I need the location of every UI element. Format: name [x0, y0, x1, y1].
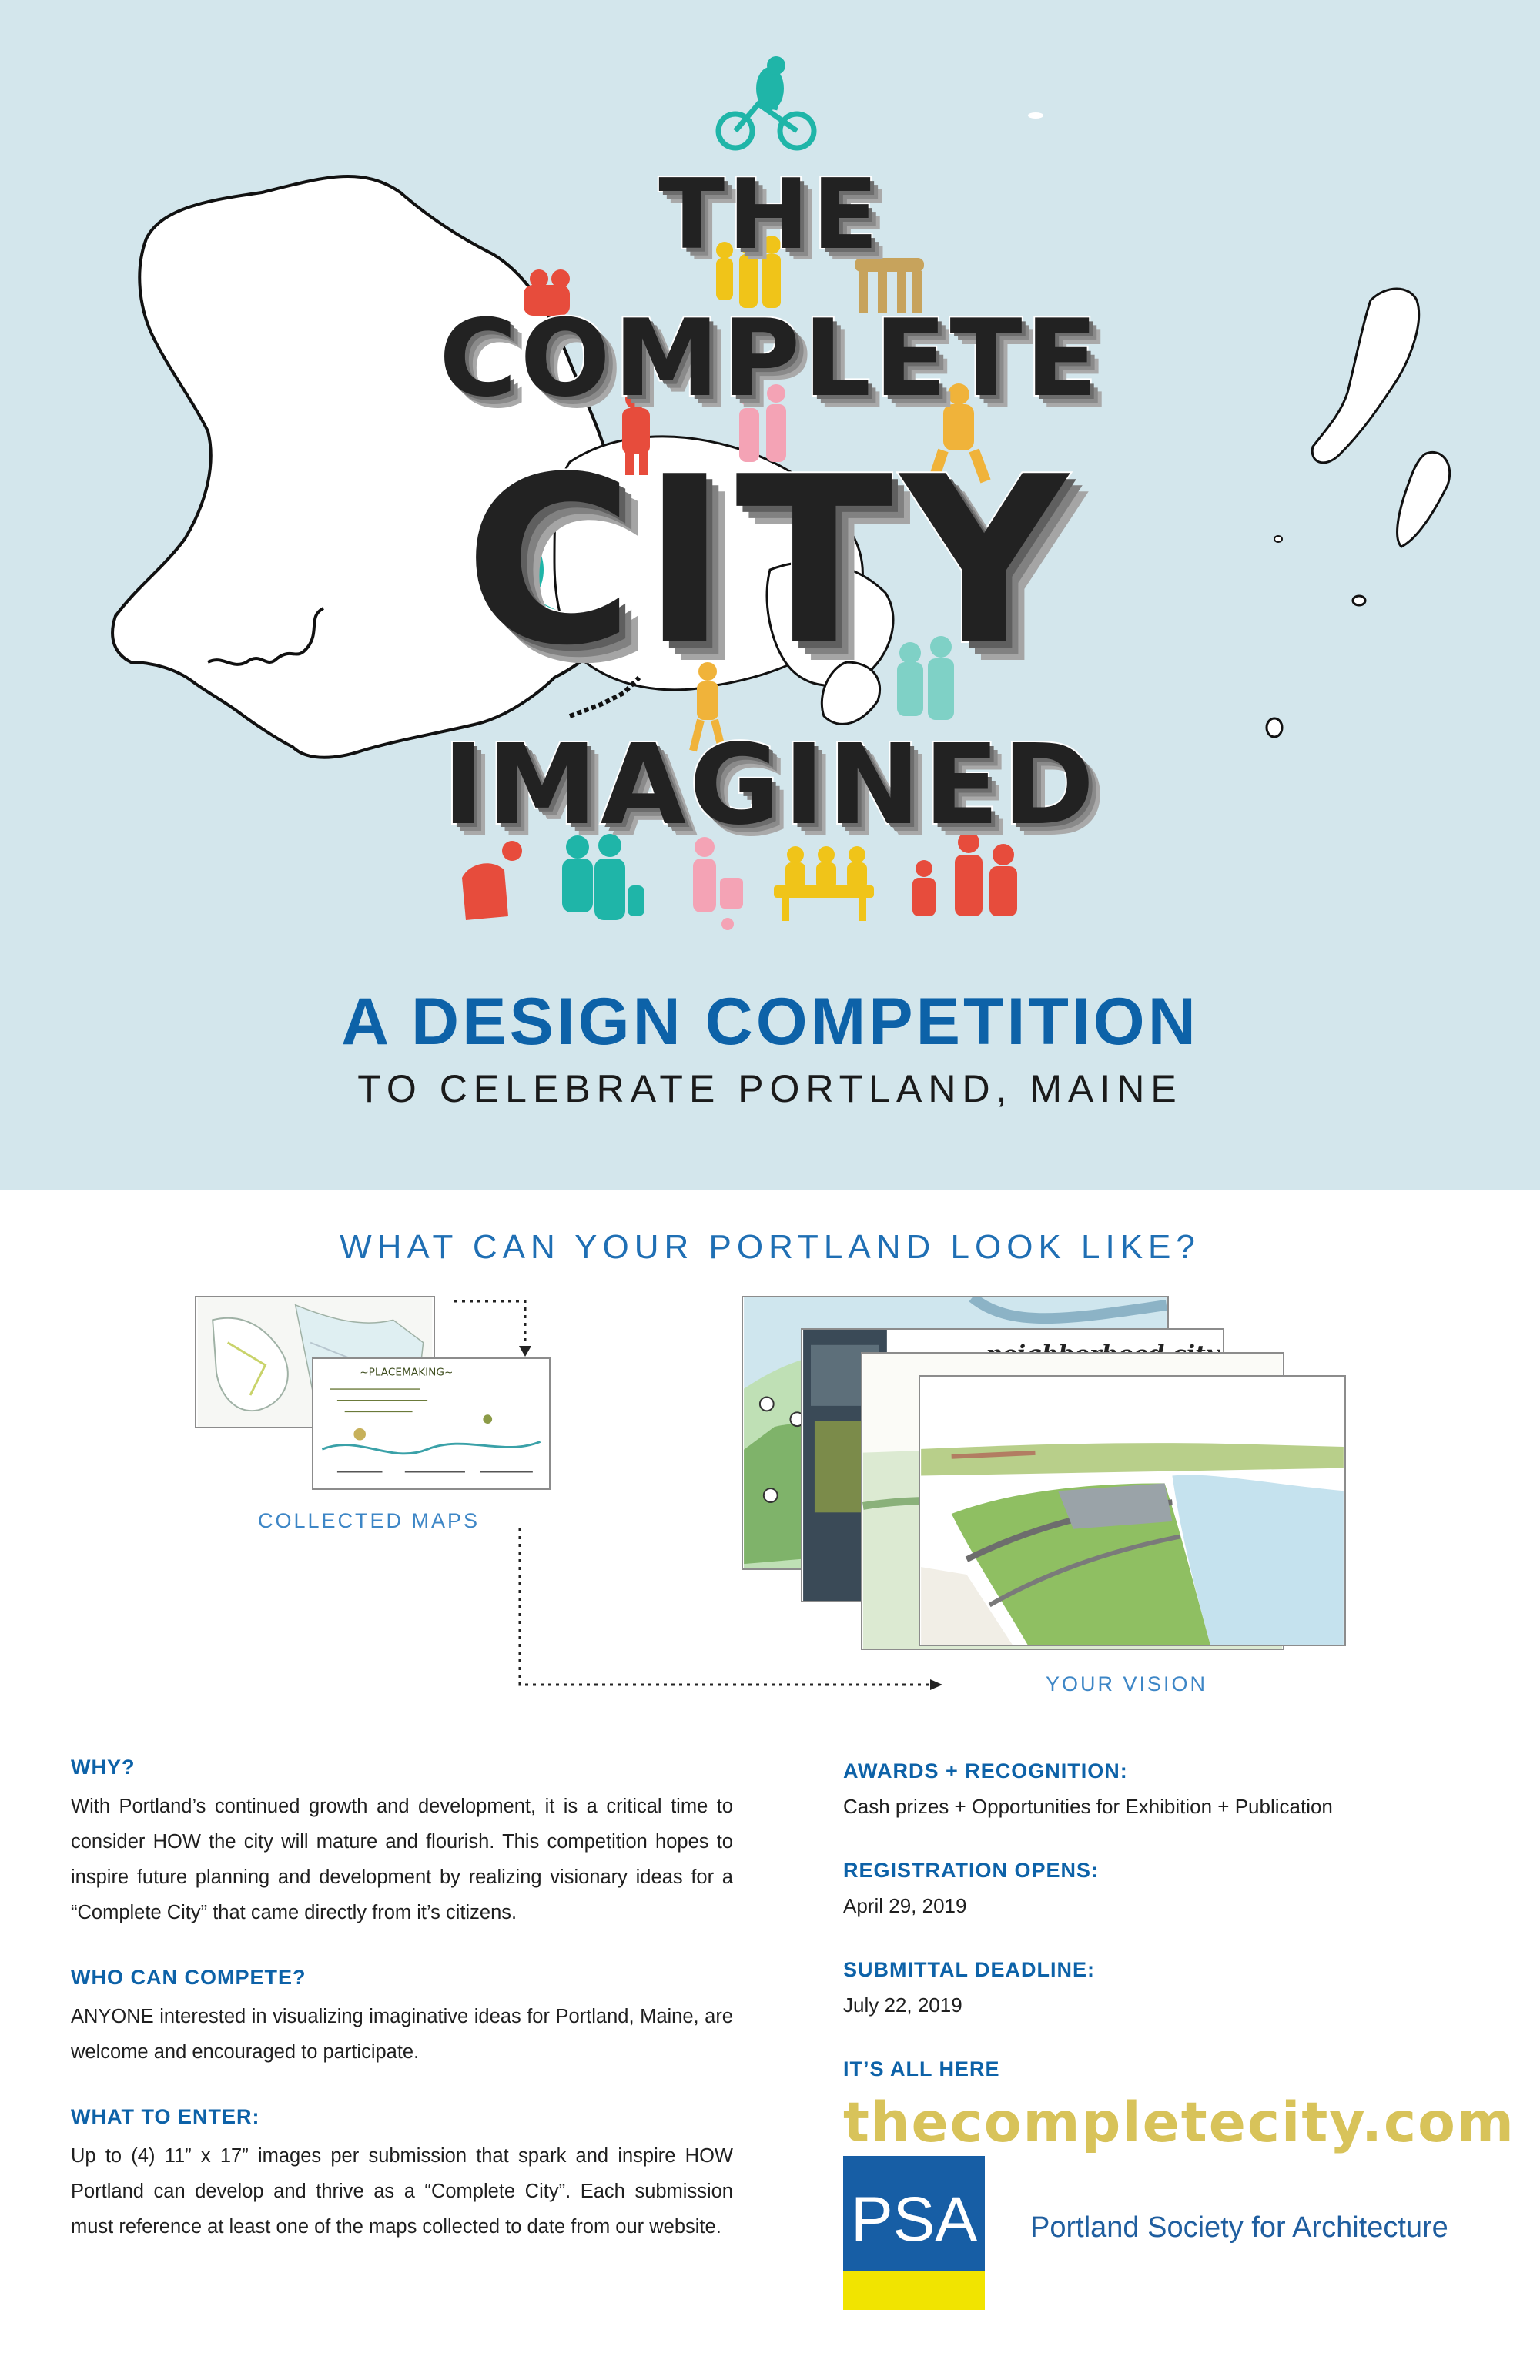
info-right-column — [843, 1759, 1515, 2154]
competition-tagline: TO CELEBRATE PORTLAND, MAINE — [357, 1067, 1183, 1110]
psa-logo — [843, 2156, 985, 2310]
vision-card-sketch-front — [919, 1375, 1346, 1646]
organization-name: Portland Society for Architecture — [1030, 2211, 1448, 2244]
awards-heading: AWARDS + RECOGNITION: — [843, 1759, 1128, 1782]
deadline-date: July 22, 2019 — [843, 1993, 962, 2017]
deadline-heading: SUBMITTAL DEADLINE: — [843, 1958, 1095, 1981]
title-line-the: THE — [658, 158, 882, 271]
what-body: Up to (4) 11” x 17” images per submission that spark and inspire HOW Portland can develop and thrive as a “Complete City”. Each submission must reference at least one of the maps collected to date from our website. — [71, 2145, 733, 2238]
registration-date: April 29, 2019 — [843, 1894, 967, 1917]
registration-heading: REGISTRATION OPENS: — [843, 1859, 1100, 1882]
caption-collected-maps: COLLECTED MAPS — [258, 1509, 480, 1532]
who-heading: WHO CAN COMPETE? — [71, 1966, 306, 1989]
deadline-section — [843, 1958, 1475, 2019]
website-section — [843, 2057, 1515, 2154]
awards-body: Cash prizes + Opportunities for Exhibition + Publication — [843, 1795, 1333, 1818]
what-section — [71, 2105, 733, 2244]
who-body: ANYONE interested in visualizing imaginative ideas for Portland, Maine, are welcome and encouraged to participate. — [71, 2006, 733, 2063]
arrow-top — [454, 1301, 525, 1347]
map-card-front — [312, 1357, 551, 1490]
title-line-imagined: IMAGINED — [442, 720, 1098, 849]
competition-subtitle: A DESIGN COMPETITION — [341, 985, 1199, 1059]
awards-section — [843, 1759, 1475, 1820]
why-heading: WHY? — [71, 1756, 136, 1779]
website-link[interactable]: thecompletecity.com — [843, 2090, 1515, 2154]
caption-your-vision: YOUR VISION — [1046, 1672, 1208, 1695]
section-question: WHAT CAN YOUR PORTLAND LOOK LIKE? — [340, 1228, 1200, 1266]
registration-section — [843, 1859, 1475, 1920]
what-heading: WHAT TO ENTER: — [71, 2105, 260, 2128]
title-line-city: CITY — [464, 427, 1076, 696]
psa-logo-yellow-bar — [843, 2271, 985, 2310]
arrow-bottom-head — [930, 1679, 942, 1690]
why-section — [71, 1756, 733, 1930]
arrow-top-head — [519, 1346, 531, 1357]
who-section — [71, 1966, 733, 2070]
map-card-title: ~PLACEMAKING~ — [360, 1366, 454, 1379]
title-line-complete: COMPLETE — [439, 296, 1101, 420]
all-here-heading: IT’S ALL HERE — [843, 2057, 1000, 2080]
why-body: With Portland’s continued growth and development, it is a critical time to consider HOW the city will mature and flourish. This competition hopes to inspire future planning and development by realizing visionary ideas for a “Complete City” that came directly from it’s citizens. — [71, 1796, 733, 1923]
psa-logo-text: PSA — [850, 2184, 978, 2254]
info-left-column — [71, 1756, 733, 2280]
